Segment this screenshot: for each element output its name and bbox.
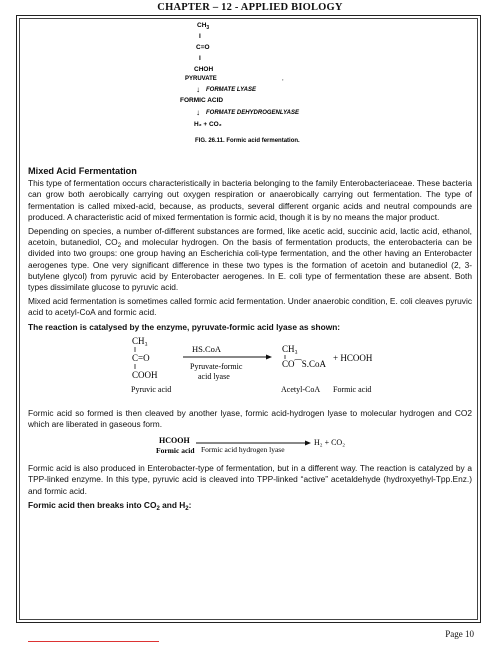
formic-acid-fermentation-figure bbox=[28, 18, 472, 166]
r1-cooh: COOH bbox=[132, 369, 158, 380]
r1-label-acetyl: Acetyl-CoA bbox=[281, 384, 321, 394]
paragraph-5: Formic acid is also produced in Enterobacter-type of fermentation, but in a different way. The reaction is catalyzed by a TPP-linked enzyme. In this type, pyruvic acid is cleaved into TPP-linked “active” acetaldehyde (hydroxyethyl-Tpp.Enz.) and formic acid. bbox=[28, 463, 472, 496]
r1-label-pyruvic: Pyruvic acid bbox=[131, 384, 172, 394]
r1-enzyme-2: acid lyase bbox=[198, 371, 230, 381]
reaction-1-svg bbox=[28, 334, 472, 408]
fig-enzyme-2: FORMATE DEHYDROGENLYASE bbox=[206, 110, 300, 116]
r1-enzyme-1: Pyruvate-formic bbox=[190, 361, 243, 371]
section-heading: Mixed Acid Fermentation bbox=[28, 166, 137, 176]
paragraph-2: Depending on species, a number of-different substances are formed, like acetic acid, succinic acid, lactic acid, ethanol, acetoin, butanediol, $CO_2$ and molecular hydrogen. On the basis of fermentation products, the enterobacteria can be divided into two groups: one group having an Escherichia coli-type fermentation, and the other having an Enterobacter aerogenes type. One very significant difference in these two types is the formation of acetoin and butanediol (2, 3-butylene glycol) from pyruvic acid by Enterobacter aerogenes. In E. coli type of fermentation these are absent. Both types dissimilate glucose to pyruvic acid. bbox=[28, 226, 472, 293]
fig-pyruvate: PYRUVATE bbox=[185, 76, 217, 82]
reaction-intro: The reaction is catalysed by the enzyme, pyruvate-formic acid lyase as shown: bbox=[28, 321, 341, 332]
r1-arrow-head bbox=[266, 354, 272, 359]
pyruvate-formic-lyase-reaction bbox=[28, 334, 472, 408]
fig-ch3: $CH_3$ bbox=[197, 22, 210, 31]
fig-arrow-1: ↓ bbox=[196, 85, 200, 94]
chapter-header: CHAPTER – 12 - APPLIED BIOLOGY bbox=[157, 2, 343, 13]
r1-plus-formic: + HCOOH bbox=[333, 352, 373, 363]
figure-svg bbox=[28, 18, 472, 166]
closing-statement: Formic acid then breaks into $CO_2$ and $H_2$: bbox=[28, 499, 192, 512]
r2-reactant-label: Formic acid bbox=[156, 446, 195, 456]
fig-formic-acid: FORMIC ACID bbox=[180, 97, 224, 104]
r1-ch3: CH₃ bbox=[132, 335, 148, 346]
fig-caption: FIG. 26.11. Formic acid fermentation. bbox=[195, 138, 300, 144]
fig-enzyme-1: FORMATE LYASE bbox=[206, 87, 256, 93]
fig-choh: CHOH bbox=[194, 66, 214, 73]
r2-reactant: HCOOH bbox=[159, 436, 190, 446]
paragraph-4: Formic acid so formed is then cleaved by another lyase, formic acid-hydrogen lyase to molecular hydrogen and CO2 which are liberated in gaseous form. bbox=[28, 407, 472, 430]
r1-label-formic: Formic acid bbox=[333, 384, 372, 394]
fig-mark: , bbox=[282, 76, 284, 82]
footer-rule bbox=[28, 641, 159, 642]
fig-co: C=O bbox=[196, 44, 210, 51]
r2-products: H₂ + CO₂ bbox=[314, 438, 345, 448]
fig-arrow-2: ↓ bbox=[196, 108, 200, 117]
paragraph-1: This type of fermentation occurs characteristically in bacteria belonging to the family Enterobacteriaceae. These bacteria can grow both aerobically carrying out oxygen respiration or anaerobically carrying out fermentation. The type of fermentation is called mixed-acid, because, as products, several different organic acids and neutral compounds are produced. A characteristic acid of mixed fermentation is formic acid, though it is by no means the major product. bbox=[28, 178, 472, 222]
r2-arrow-head bbox=[305, 441, 311, 446]
fig-bar-2: I bbox=[199, 55, 201, 62]
fig-bar-1: I bbox=[199, 33, 201, 40]
paragraph-3: Mixed acid fermentation is sometimes called formic acid fermentation. Under anaerobic condition, E. coli cleaves pyruvic acid to acetyl-CoA and formic acid. bbox=[28, 296, 472, 318]
reaction-2-svg bbox=[28, 433, 472, 463]
r1-co: C=O bbox=[132, 352, 150, 363]
fig-products: H₂ + CO₂ bbox=[194, 121, 222, 128]
page-content bbox=[28, 18, 472, 512]
r1-product-ch3: CH₃ bbox=[282, 343, 298, 354]
formic-hydrogen-lyase-reaction bbox=[28, 433, 472, 463]
page-number: Page 10 bbox=[445, 629, 474, 639]
r2-enzyme: Formic acid hydrogen lyase bbox=[201, 445, 285, 455]
r1-reagent: HS.CoA bbox=[192, 343, 222, 354]
r1-product-co: CO⁀S.CoA bbox=[282, 358, 326, 369]
